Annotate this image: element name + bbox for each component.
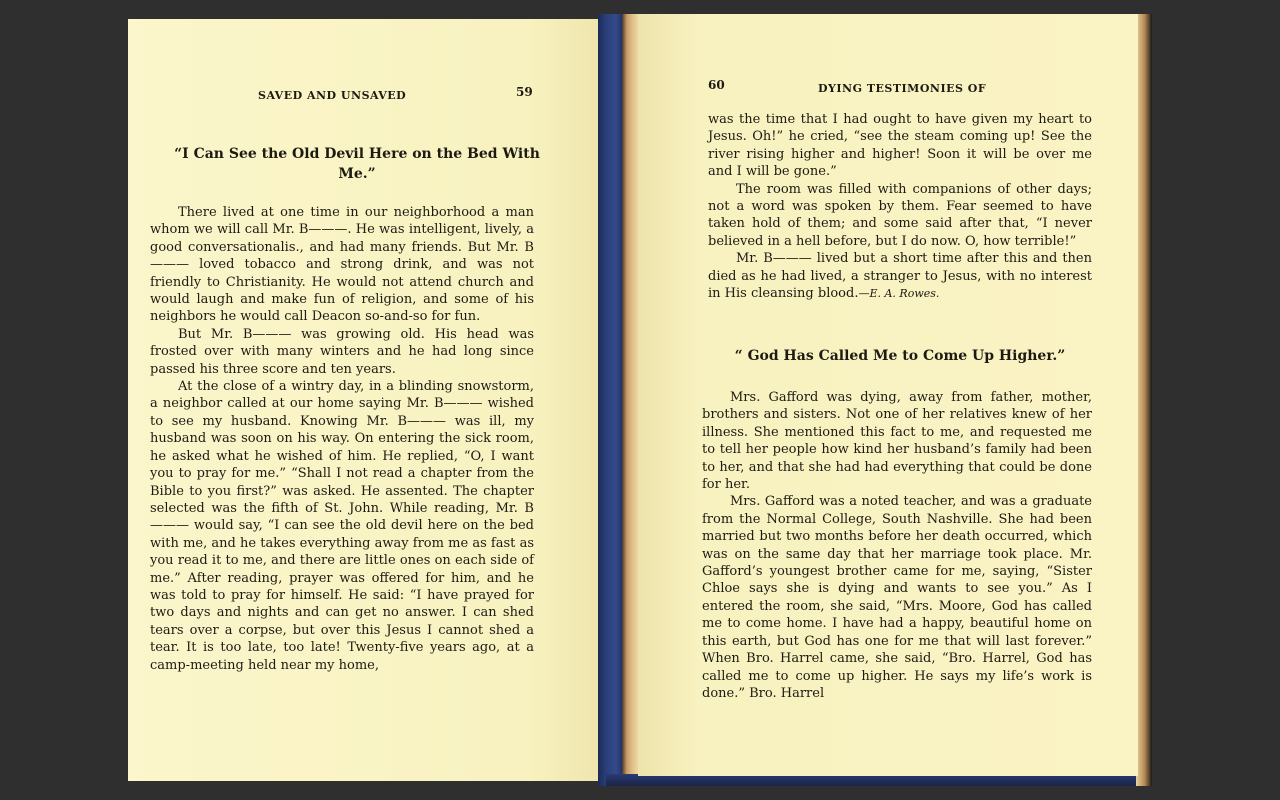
body-text-bottom (702, 389, 1092, 702)
paragraph: Mrs. Gafford was dying, away from father, mother, brothers and sisters. Not one of her relatives knew of her illness. She mentioned this fact to me, and requested me to tell her people how kind her husband’s family had been to her, and that she had had everything that could be done for her. (702, 390, 1092, 493)
right-page (638, 14, 1138, 776)
paragraph: was the time that I had ought to have given my heart to Jesus. Oh!” he cried, “see the steam coming up! See the river rising higher and higher! Soon it will be over me and I will be gone.” (708, 112, 1092, 180)
chapter-title: “I Can See the Old Devil Here on the Bed With Me.” (174, 146, 540, 182)
paragraph: At the close of a wintry day, in a blinding snowstorm, a neighbor called at our home saying Mr. B——— wished to see my husband. Knowing Mr. B——— was ill, my husband was soon on his way. On entering the sick room, he asked what he wished of him. He replied, “O, I want you to pray for me.” “Shall I not read a chapter from the Bible to you first?” was asked. He assented. The chapter selected was the fifth of St. John. While reading, Mr. B——— would say, “I can see the old devil here on the bed with me, and he takes everything away from me as fast as you read it to me, and there are little ones on each side of me.” After reading, prayer was offered for him, and he was told to pray for himself. He said: “I have prayed for two days and nights and can get no answer. I can shed tears over a corpse, but over this Jesus I cannot shed a tear. It is too late, too late! Twenty-five years ago, at a camp-meeting held near my home, (150, 379, 534, 673)
author-signature: —E. A. Rowes. (858, 287, 940, 301)
page-number: 59 (516, 85, 533, 99)
page-number: 60 (708, 78, 725, 92)
paragraph: Mr. B——— lived but a short time after this and then died as he had lived, a stranger to Jesus, with no interest in His cleansing blood. (708, 251, 1092, 302)
body-text (150, 204, 534, 674)
page-edge (1136, 14, 1152, 786)
body-text-top (708, 111, 1092, 302)
paragraph: But Mr. B——— was growing old. His head was frosted over with many winters and he had long since passed his three score and ten years. (150, 326, 534, 377)
chapter-title: “ God Has Called Me to Come Up Higher.” (734, 348, 1066, 364)
running-head: DYING TESTIMONIES OF (818, 82, 987, 95)
paragraph: Mrs. Gafford was a noted teacher, and was a graduate from the Normal College, South Nashville. She had been married but two months before her death occurred, which was on the same day that her marriage took place. Mr. Gafford’s youngest brother came for me, saying, “Sister Chloe says she is dying and wants to see you.” As I entered the room, she said, “Mrs. Moore, God has called me to come home. I have had a happy, beautiful home on this earth, but God has one for me that will last forever.” When Bro. Harrel came, she said, “Bro. Harrel, God has called me to come up higher. He says my life’s work is done.” Bro. Harrel (702, 494, 1092, 701)
paragraph: There lived at one time in our neighborhood a man whom we will call Mr. B———. He was intelligent, lively, a good conversationalis., and had many friends. But Mr. B——— loved tobacco and strong drink, and was not friendly to Christianity. He would not attend church and would laugh and make fun of religion, and some of his neighbors he would call Deacon so-and-so for fun. (150, 205, 534, 325)
left-page (128, 19, 598, 781)
running-head: SAVED AND UNSAVED (258, 89, 407, 102)
book-gutter (598, 14, 638, 786)
paragraph: The room was filled with companions of other days; not a word was spoken by them. Fear seemed to have taken hold of them; and some said after that, “I never believed in a hell before, but I do now. O, how terrible!” (708, 181, 1092, 249)
